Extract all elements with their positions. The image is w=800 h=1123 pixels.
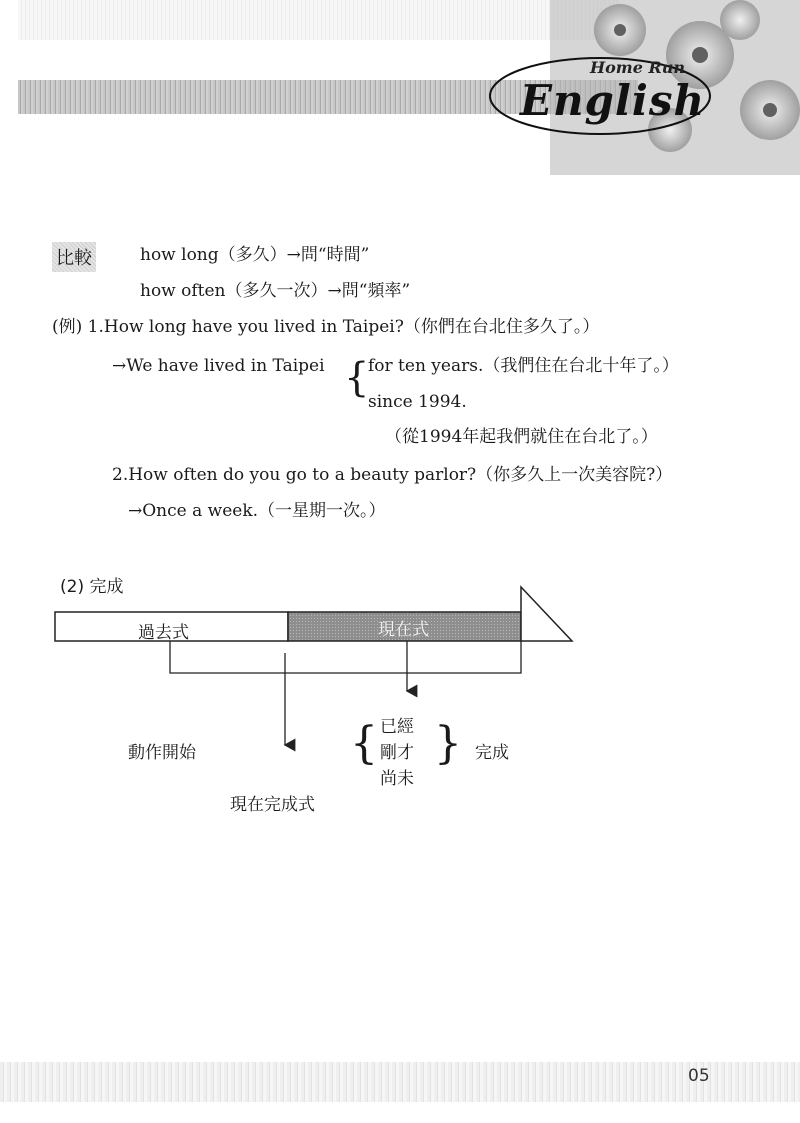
compare-line-how-long: how long（多久）→問“時間” [140,245,370,265]
example-1-option-for: for ten years.（我們住在台北十年了。） [368,356,679,376]
action-start-label: 動作開始 [128,743,196,763]
aspect-word-not-yet: 尚未 [380,769,414,789]
timeline-arrow-icon [521,587,572,641]
compare-line-how-often: how often（多久一次）→問“頻率” [140,281,411,301]
past-tense-label: 過去式 [138,623,189,643]
compare-label: 比較 [52,242,96,272]
example-1-since-translation: （從1994年起我們就住在台北了。） [385,427,658,447]
duration-bracket [170,641,521,673]
complete-label: 完成 [475,743,509,763]
left-brace-icon: { [344,355,370,401]
example-2-question: 2.How often do you go to a beauty parlor?（你多久上一次美容院?） [112,465,673,485]
example-1-question: (例) 1.How long have you lived in Taipei?（你們在台北住多久了。） [52,317,600,337]
section-heading: (2) 完成 [60,577,124,597]
present-tense-label: 現在式 [378,620,429,640]
example-1-answer-prefix: →We have lived in Taipei [112,356,325,376]
aspect-left-brace-icon: { [350,718,378,769]
aspect-right-brace-icon: } [434,718,462,769]
logo-large-text: English [520,76,706,125]
aspect-word-just: 剛才 [380,743,414,763]
footer-band [0,1062,800,1102]
example-2-answer: →Once a week.（一星期一次。） [128,501,386,521]
present-perfect-label: 現在完成式 [230,795,315,815]
aspect-word-already: 已經 [380,717,414,737]
logo-small-text: Home Run [590,58,686,77]
example-1-option-since: since 1994. [368,392,467,412]
page-number: 05 [688,1066,710,1086]
